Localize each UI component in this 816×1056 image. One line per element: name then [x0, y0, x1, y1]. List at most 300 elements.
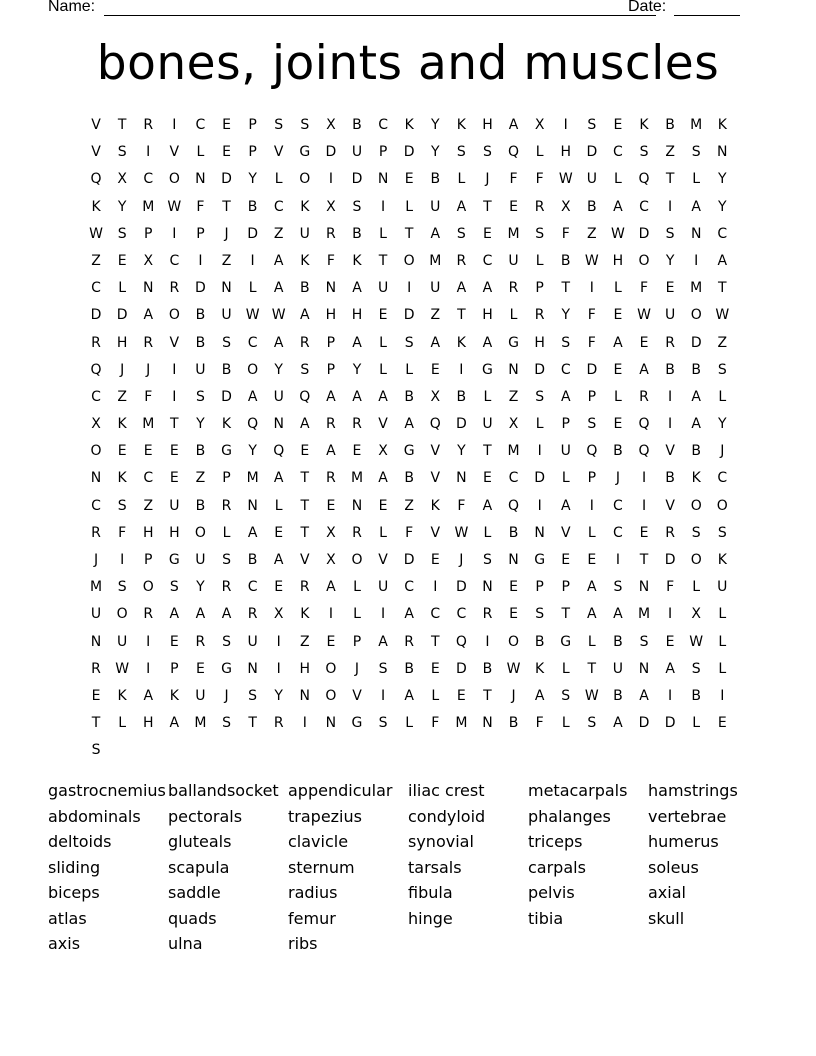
grid-letter[interactable]: U — [508, 252, 519, 269]
grid-letter[interactable]: E — [195, 660, 205, 677]
grid-letter[interactable]: V — [665, 497, 675, 514]
grid-letter[interactable]: K — [717, 117, 727, 133]
grid-letter[interactable]: K — [300, 606, 310, 623]
grid-letter[interactable]: L — [379, 524, 387, 541]
grid-letter[interactable]: Z — [117, 388, 127, 405]
grid-letter[interactable]: A — [195, 606, 206, 623]
grid-letter[interactable]: E — [117, 443, 127, 460]
grid-letter[interactable]: R — [247, 606, 258, 623]
grid-letter[interactable]: T — [665, 171, 675, 188]
grid-letter[interactable]: O — [142, 579, 154, 596]
grid-letter[interactable]: S — [117, 497, 127, 514]
grid-letter[interactable]: N — [299, 687, 311, 704]
grid-letter[interactable]: L — [353, 579, 361, 596]
grid-letter[interactable]: S — [691, 524, 701, 541]
grid-letter[interactable]: M — [507, 225, 520, 242]
grid-letter[interactable]: F — [509, 171, 518, 188]
grid-letter[interactable]: E — [430, 361, 440, 378]
grid-letter[interactable]: B — [404, 388, 414, 405]
grid-letter[interactable]: I — [694, 252, 699, 269]
grid-letter[interactable]: A — [534, 687, 545, 704]
grid-letter[interactable]: B — [352, 117, 362, 133]
grid-letter[interactable]: S — [222, 633, 231, 650]
grid-letter[interactable]: E — [143, 443, 153, 460]
grid-letter[interactable]: W — [611, 225, 625, 242]
grid-letter[interactable]: S — [222, 715, 231, 732]
grid-letter[interactable]: R — [639, 388, 649, 405]
grid-letter[interactable]: N — [90, 633, 102, 650]
grid-letter[interactable]: K — [639, 117, 649, 133]
grid-letter[interactable]: I — [589, 280, 594, 297]
grid-letter[interactable]: Z — [300, 633, 310, 650]
grid-letter[interactable]: C — [143, 171, 154, 188]
grid-letter[interactable]: P — [535, 579, 544, 596]
grid-letter[interactable]: Y — [718, 198, 727, 215]
grid-letter[interactable]: Y — [248, 171, 257, 188]
grid-letter[interactable]: C — [717, 470, 728, 487]
grid-letter[interactable]: P — [196, 225, 205, 242]
grid-letter[interactable]: E — [222, 117, 231, 133]
grid-letter[interactable]: I — [668, 687, 673, 704]
grid-letter[interactable]: D — [221, 388, 232, 405]
grid-letter[interactable]: U — [717, 579, 728, 596]
grid-letter[interactable]: M — [690, 117, 703, 133]
grid-letter[interactable]: E — [456, 687, 466, 704]
grid-letter[interactable]: L — [379, 225, 387, 242]
grid-letter[interactable]: L — [692, 579, 701, 596]
grid-letter[interactable]: L — [718, 606, 727, 623]
grid-letter[interactable]: W — [245, 307, 260, 324]
grid-letter[interactable]: S — [352, 198, 362, 215]
grid-letter[interactable]: D — [116, 307, 128, 324]
grid-letter[interactable]: E — [300, 443, 310, 460]
grid-letter[interactable]: T — [718, 280, 727, 297]
grid-letter[interactable]: W — [715, 307, 730, 324]
grid-letter[interactable]: I — [563, 117, 568, 133]
grid-letter[interactable]: A — [273, 470, 284, 487]
grid-letter[interactable]: S — [222, 552, 231, 568]
grid-letter[interactable]: L — [561, 715, 570, 732]
grid-letter[interactable]: D — [221, 171, 232, 188]
grid-letter[interactable]: I — [328, 171, 333, 188]
grid-letter[interactable]: Q — [638, 416, 650, 433]
grid-letter[interactable]: A — [482, 280, 493, 297]
grid-letter[interactable]: V — [91, 117, 101, 133]
grid-letter[interactable]: A — [378, 388, 388, 405]
grid-letter[interactable]: R — [273, 715, 284, 732]
grid-letter[interactable]: Y — [117, 198, 127, 215]
grid-letter[interactable]: I — [172, 388, 177, 405]
grid-letter[interactable]: R — [456, 252, 467, 269]
grid-letter[interactable]: A — [691, 416, 701, 433]
grid-letter[interactable]: I — [381, 198, 386, 215]
grid-letter[interactable]: W — [637, 307, 651, 324]
grid-letter[interactable]: O — [690, 307, 702, 324]
grid-letter[interactable]: Q — [638, 443, 650, 460]
grid-letter[interactable]: T — [587, 660, 597, 677]
grid-letter[interactable]: P — [561, 579, 570, 596]
grid-letter[interactable]: G — [299, 144, 311, 161]
grid-letter[interactable]: A — [404, 687, 414, 704]
grid-letter[interactable]: A — [247, 524, 258, 541]
grid-letter[interactable]: U — [299, 225, 310, 242]
grid-letter[interactable]: A — [169, 606, 180, 623]
grid-letter[interactable]: R — [534, 198, 545, 215]
grid-letter[interactable]: O — [325, 687, 337, 704]
grid-letter[interactable]: H — [612, 252, 624, 269]
grid-letter[interactable]: V — [378, 552, 388, 568]
grid-letter[interactable]: I — [537, 497, 542, 514]
grid-letter[interactable]: J — [615, 470, 620, 487]
grid-letter[interactable]: A — [613, 715, 623, 732]
grid-letter[interactable]: R — [352, 416, 362, 433]
grid-letter[interactable]: R — [299, 579, 310, 596]
grid-letter[interactable]: B — [247, 552, 258, 568]
grid-letter[interactable]: T — [404, 225, 414, 242]
grid-letter[interactable]: T — [378, 252, 388, 269]
grid-letter[interactable]: N — [273, 416, 284, 433]
grid-letter[interactable]: F — [587, 307, 596, 324]
grid-letter[interactable]: N — [508, 552, 519, 568]
grid-letter[interactable]: P — [248, 144, 257, 161]
date-field[interactable] — [674, 15, 740, 16]
grid-letter[interactable]: C — [456, 606, 467, 623]
grid-letter[interactable]: C — [560, 361, 571, 378]
grid-letter[interactable]: N — [638, 660, 650, 677]
grid-letter[interactable]: S — [169, 579, 179, 596]
grid-letter[interactable]: C — [143, 470, 154, 487]
grid-letter[interactable]: O — [168, 171, 180, 188]
grid-letter[interactable]: C — [247, 579, 258, 596]
grid-letter[interactable]: L — [457, 171, 466, 188]
grid-letter[interactable]: W — [454, 524, 469, 541]
grid-letter[interactable]: S — [248, 687, 258, 704]
grid-letter[interactable]: E — [169, 633, 179, 650]
grid-letter[interactable]: N — [717, 144, 728, 161]
grid-letter[interactable]: G — [403, 443, 415, 460]
grid-letter[interactable]: L — [248, 280, 257, 297]
grid-letter[interactable]: N — [142, 280, 154, 297]
grid-letter[interactable]: S — [117, 579, 127, 596]
grid-letter[interactable]: E — [483, 470, 492, 487]
grid-letter[interactable]: S — [561, 334, 571, 351]
grid-letter[interactable]: N — [325, 715, 337, 732]
grid-letter[interactable]: V — [273, 144, 284, 161]
grid-letter[interactable]: N — [482, 715, 493, 732]
grid-letter[interactable]: C — [91, 497, 101, 514]
grid-letter[interactable]: X — [508, 416, 519, 433]
grid-letter[interactable]: L — [509, 307, 518, 324]
grid-letter[interactable]: S — [91, 742, 101, 759]
grid-letter[interactable]: O — [168, 307, 180, 324]
grid-letter[interactable]: F — [457, 497, 466, 514]
grid-letter[interactable]: G — [482, 361, 493, 378]
grid-letter[interactable]: D — [455, 579, 467, 596]
grid-letter[interactable]: P — [561, 416, 570, 433]
grid-letter[interactable]: H — [142, 715, 154, 732]
grid-letter[interactable]: B — [613, 633, 623, 650]
grid-letter[interactable]: I — [433, 579, 438, 596]
grid-letter[interactable]: L — [718, 660, 727, 677]
grid-letter[interactable]: A — [326, 443, 336, 460]
grid-letter[interactable]: D — [586, 361, 598, 378]
grid-letter[interactable]: U — [586, 171, 597, 188]
grid-letter[interactable]: A — [143, 307, 154, 324]
grid-letter[interactable]: H — [325, 307, 337, 324]
grid-letter[interactable]: P — [326, 361, 336, 378]
grid-letter[interactable]: A — [665, 660, 675, 677]
grid-letter[interactable]: T — [483, 198, 492, 215]
grid-letter[interactable]: A — [587, 579, 597, 596]
grid-letter[interactable]: C — [247, 334, 258, 351]
grid-letter[interactable]: M — [429, 252, 442, 269]
grid-letter[interactable]: R — [665, 524, 675, 541]
grid-letter[interactable]: R — [482, 606, 493, 623]
grid-letter[interactable]: S — [300, 361, 310, 378]
grid-letter[interactable]: K — [430, 497, 440, 514]
grid-letter[interactable]: Z — [404, 497, 414, 514]
grid-letter[interactable]: E — [222, 144, 231, 161]
grid-letter[interactable]: M — [350, 470, 364, 487]
grid-letter[interactable]: L — [692, 715, 701, 732]
grid-letter[interactable]: W — [167, 198, 182, 215]
grid-letter[interactable]: B — [404, 660, 414, 677]
grid-letter[interactable]: A — [560, 388, 571, 405]
grid-letter[interactable]: A — [639, 687, 649, 704]
grid-letter[interactable]: L — [379, 334, 387, 351]
grid-letter[interactable]: P — [587, 388, 597, 405]
grid-letter[interactable]: R — [326, 416, 336, 433]
grid-letter[interactable]: L — [196, 144, 205, 161]
grid-letter[interactable]: O — [247, 361, 259, 378]
grid-letter[interactable]: Q — [638, 171, 650, 188]
grid-letter[interactable]: Q — [586, 443, 598, 460]
grid-letter[interactable]: T — [639, 552, 649, 568]
grid-letter[interactable]: L — [535, 416, 544, 433]
grid-letter[interactable]: L — [587, 633, 596, 650]
grid-letter[interactable]: A — [404, 416, 414, 433]
grid-letter[interactable]: G — [221, 443, 232, 460]
grid-letter[interactable]: O — [299, 171, 311, 188]
grid-letter[interactable]: R — [143, 117, 154, 133]
grid-letter[interactable]: W — [271, 307, 286, 324]
grid-letter[interactable]: A — [456, 280, 467, 297]
grid-letter[interactable]: V — [430, 443, 441, 460]
grid-letter[interactable]: O — [716, 497, 728, 514]
grid-letter[interactable]: T — [248, 715, 257, 732]
grid-letter[interactable]: Y — [352, 361, 362, 378]
grid-letter[interactable]: F — [405, 524, 414, 541]
grid-letter[interactable]: X — [273, 606, 284, 623]
grid-letter[interactable]: B — [299, 280, 310, 297]
grid-letter[interactable]: N — [377, 171, 389, 188]
grid-letter[interactable]: H — [116, 334, 128, 351]
grid-letter[interactable]: F — [535, 171, 544, 188]
grid-letter[interactable]: P — [248, 117, 257, 133]
grid-letter[interactable]: R — [143, 334, 154, 351]
grid-letter[interactable]: S — [717, 524, 727, 541]
grid-letter[interactable]: J — [459, 552, 464, 568]
grid-letter[interactable]: V — [665, 443, 675, 460]
grid-letter[interactable]: F — [326, 252, 335, 269]
grid-letter[interactable]: K — [717, 552, 727, 568]
grid-letter[interactable]: J — [354, 660, 360, 677]
grid-letter[interactable]: E — [483, 225, 492, 242]
grid-letter[interactable]: E — [639, 524, 649, 541]
grid-letter[interactable]: L — [535, 144, 544, 161]
grid-letter[interactable]: R — [91, 334, 101, 351]
grid-letter[interactable]: Z — [430, 307, 441, 324]
grid-letter[interactable]: J — [146, 361, 151, 378]
grid-letter[interactable]: V — [430, 470, 441, 487]
grid-letter[interactable]: U — [664, 307, 676, 324]
grid-letter[interactable]: D — [247, 225, 258, 242]
grid-letter[interactable]: V — [430, 524, 441, 541]
grid-letter[interactable]: N — [482, 579, 493, 596]
grid-letter[interactable]: B — [195, 307, 206, 324]
grid-letter[interactable]: M — [637, 606, 651, 623]
grid-letter[interactable]: S — [535, 225, 545, 242]
grid-letter[interactable]: I — [668, 416, 673, 433]
grid-letter[interactable]: K — [117, 470, 127, 487]
grid-letter[interactable]: D — [664, 715, 676, 732]
grid-letter[interactable]: R — [534, 307, 545, 324]
grid-letter[interactable]: H — [142, 524, 154, 541]
grid-letter[interactable]: L — [483, 524, 492, 541]
grid-letter[interactable]: F — [639, 280, 649, 297]
grid-letter[interactable]: Z — [587, 225, 597, 242]
grid-letter[interactable]: V — [352, 687, 362, 704]
grid-letter[interactable]: A — [352, 334, 362, 351]
grid-letter[interactable]: A — [273, 280, 284, 297]
grid-letter[interactable]: U — [221, 307, 232, 324]
grid-letter[interactable]: T — [300, 497, 310, 514]
grid-letter[interactable]: T — [457, 307, 466, 324]
grid-letter[interactable]: S — [195, 388, 205, 405]
grid-letter[interactable]: A — [508, 117, 519, 133]
grid-letter[interactable]: T — [222, 198, 231, 215]
grid-letter[interactable]: O — [690, 497, 702, 514]
grid-letter[interactable]: U — [377, 579, 389, 596]
grid-letter[interactable]: E — [613, 117, 623, 133]
grid-letter[interactable]: A — [482, 497, 493, 514]
grid-letter[interactable]: W — [558, 171, 573, 188]
grid-letter[interactable]: L — [405, 361, 414, 378]
grid-letter[interactable]: P — [378, 144, 388, 161]
grid-letter[interactable]: A — [273, 252, 284, 269]
grid-letter[interactable]: I — [120, 552, 125, 568]
grid-letter[interactable]: E — [613, 416, 623, 433]
grid-letter[interactable]: Z — [91, 252, 101, 269]
grid-letter[interactable]: Y — [274, 687, 283, 704]
grid-letter[interactable]: E — [613, 307, 623, 324]
grid-letter[interactable]: D — [351, 171, 363, 188]
grid-letter[interactable]: T — [300, 470, 310, 487]
grid-letter[interactable]: A — [560, 497, 571, 514]
grid-letter[interactable]: I — [146, 633, 151, 650]
grid-letter[interactable]: G — [221, 660, 232, 677]
grid-letter[interactable]: T — [483, 443, 492, 460]
grid-letter[interactable]: Z — [195, 470, 206, 487]
grid-letter[interactable]: C — [378, 117, 388, 133]
grid-letter[interactable]: W — [115, 660, 130, 677]
grid-letter[interactable]: L — [431, 687, 440, 704]
grid-letter[interactable]: N — [638, 579, 650, 596]
grid-letter[interactable]: K — [300, 252, 310, 269]
grid-letter[interactable]: U — [430, 280, 441, 297]
grid-letter[interactable]: X — [326, 198, 336, 215]
grid-letter[interactable]: G — [168, 552, 180, 568]
grid-letter[interactable]: L — [405, 198, 414, 215]
grid-letter[interactable]: B — [430, 171, 441, 188]
grid-letter[interactable]: S — [483, 552, 492, 568]
grid-letter[interactable]: Q — [90, 171, 102, 188]
grid-letter[interactable]: K — [535, 660, 545, 677]
grid-letter[interactable]: A — [717, 252, 728, 269]
grid-letter[interactable]: M — [142, 416, 155, 433]
grid-letter[interactable]: A — [456, 198, 467, 215]
grid-letter[interactable]: E — [509, 198, 518, 215]
grid-letter[interactable]: F — [196, 198, 205, 215]
grid-letter[interactable]: I — [381, 606, 386, 623]
grid-letter[interactable]: E — [91, 687, 101, 704]
grid-letter[interactable]: R — [169, 280, 180, 297]
grid-letter[interactable]: W — [506, 660, 521, 677]
grid-letter[interactable]: L — [274, 497, 283, 514]
grid-letter[interactable]: J — [224, 225, 229, 242]
grid-letter[interactable]: B — [691, 443, 701, 460]
grid-letter[interactable]: F — [144, 388, 153, 405]
grid-letter[interactable]: L — [379, 361, 387, 378]
grid-letter[interactable]: F — [431, 715, 440, 732]
grid-letter[interactable]: E — [430, 660, 440, 677]
grid-letter[interactable]: A — [273, 334, 284, 351]
grid-letter[interactable]: U — [195, 687, 206, 704]
grid-letter[interactable]: B — [691, 361, 701, 378]
grid-letter[interactable]: I — [146, 144, 151, 161]
grid-letter[interactable]: I — [276, 633, 281, 650]
grid-letter[interactable]: K — [117, 416, 127, 433]
grid-letter[interactable]: R — [404, 633, 415, 650]
grid-letter[interactable]: H — [169, 524, 180, 541]
grid-letter[interactable]: A — [691, 388, 701, 405]
grid-letter[interactable]: H — [299, 660, 311, 677]
grid-letter[interactable]: R — [508, 280, 519, 297]
grid-letter[interactable]: E — [326, 497, 336, 514]
grid-letter[interactable]: D — [403, 552, 415, 568]
grid-letter[interactable]: L — [561, 660, 570, 677]
grid-letter[interactable]: E — [117, 252, 127, 269]
grid-letter[interactable]: X — [117, 171, 127, 188]
grid-letter[interactable]: C — [195, 117, 206, 133]
grid-letter[interactable]: L — [718, 633, 727, 650]
grid-letter[interactable]: T — [117, 117, 127, 133]
grid-letter[interactable]: P — [587, 470, 597, 487]
grid-letter[interactable]: A — [587, 606, 597, 623]
grid-letter[interactable]: B — [195, 334, 206, 351]
grid-letter[interactable]: O — [508, 633, 520, 650]
grid-letter[interactable]: S — [587, 715, 597, 732]
grid-letter[interactable]: C — [717, 225, 728, 242]
grid-letter[interactable]: Y — [196, 579, 205, 596]
grid-letter[interactable]: Q — [508, 144, 520, 161]
grid-letter[interactable]: I — [537, 443, 542, 460]
grid-letter[interactable]: L — [614, 171, 622, 188]
grid-letter[interactable]: O — [690, 552, 702, 568]
grid-letter[interactable]: D — [534, 361, 546, 378]
grid-letter[interactable]: Z — [273, 225, 284, 242]
grid-letter[interactable]: S — [274, 117, 284, 133]
